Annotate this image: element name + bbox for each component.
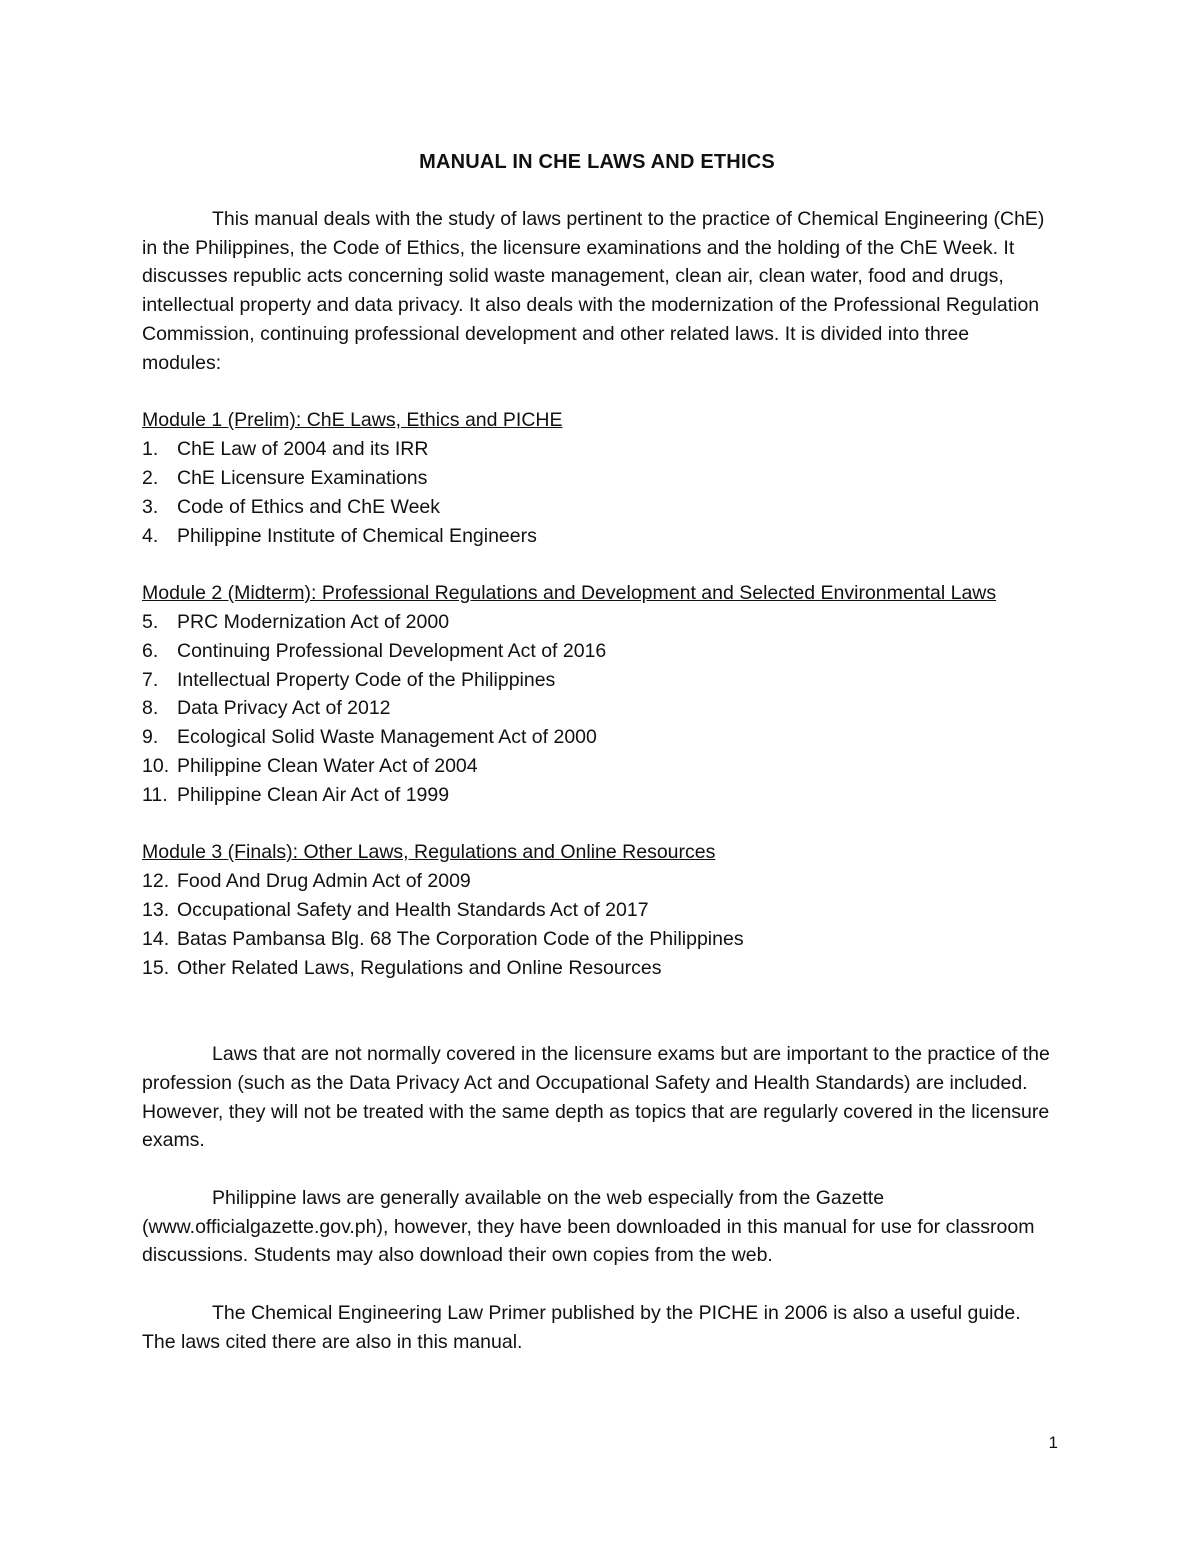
module-1-heading: Module 1 (Prelim): ChE Laws, Ethics and PICHE	[142, 409, 563, 432]
list-item	[142, 637, 1052, 666]
list-item-text: Philippine Clean Air Act of 1999	[177, 783, 450, 806]
list-item	[142, 522, 1052, 551]
list-item	[142, 464, 1052, 493]
intro-paragraph: This manual deals with the study of laws pertinent to the practice of Chemical Engineering (ChE) in the Philippines, the Code of Ethics, the licensure examinations and the holding of the ChE Week. It discusses republic acts concerning solid waste management, clean air, clean water, food and drugs, intellectual property and data privacy. It also deals with the modernization of the Professional Regulation Commission, continuing professional development and other related laws. It is divided into three modules:	[142, 207, 1045, 374]
list-item	[142, 608, 1052, 637]
list-item-text: Ecological Solid Waste Management Act of 2000	[177, 726, 597, 749]
document-title: MANUAL IN CHE LAWS AND ETHICS	[419, 151, 775, 173]
list-item-number: 11.	[142, 783, 168, 806]
list-item-number: 14.	[142, 927, 170, 950]
list-item-number: 5.	[142, 610, 159, 633]
spacer	[142, 378, 1052, 407]
list-item-text: Philippine Institute of Chemical Engineers	[177, 524, 537, 547]
module-2-heading: Module 2 (Midterm): Professional Regulations and Development and Selected Environmental Laws	[142, 582, 997, 605]
list-item-number: 13.	[142, 898, 170, 921]
list-item-number: 7.	[142, 668, 159, 691]
body-paragraph-2: Philippine laws are generally available on the web especially from the Gazette (www.officialgazette.gov.ph), however, they have been downloaded in this manual for use for classroom discussions. Students may also download their own copies from the web.	[142, 1186, 1035, 1267]
spacer	[142, 1270, 1052, 1299]
list-item-text: Occupational Safety and Health Standards Act of 2017	[177, 898, 649, 921]
module-3-section	[142, 838, 1052, 982]
list-item-text: Food And Drug Admin Act of 2009	[177, 870, 471, 893]
list-item-text: Code of Ethics and ChE Week	[177, 495, 441, 518]
list-item-number: 10.	[142, 754, 170, 777]
module-1-list	[142, 435, 1052, 550]
module-3-heading: Module 3 (Finals): Other Laws, Regulations and Online Resources	[142, 841, 716, 864]
document-body	[142, 148, 1052, 1357]
body-paragraph-3: The Chemical Engineering Law Primer published by the PICHE in 2006 is also a useful guide. The laws cited there are also in this manual.	[142, 1302, 1021, 1353]
list-item-text: ChE Law of 2004 and its IRR	[177, 438, 429, 461]
list-item-text: ChE Licensure Examinations	[177, 466, 428, 489]
list-item-number: 2.	[142, 466, 159, 489]
spacer	[142, 1155, 1052, 1184]
list-item-number: 12.	[142, 870, 170, 893]
list-item	[142, 867, 1052, 896]
list-item	[142, 925, 1052, 954]
spacer	[142, 810, 1052, 839]
list-item-number: 6.	[142, 639, 159, 662]
body-paragraph-1: Laws that are not normally covered in the licensure exams but are important to the practice of the profession (such as the Data Privacy Act and Occupational Safety and Health Standards) are included. However, they will not be treated with the same depth as topics that are regularly covered in the licensure exams.	[142, 1042, 1050, 1152]
list-item	[142, 435, 1052, 464]
list-item-number: 3.	[142, 495, 159, 518]
list-item-number: 15.	[142, 956, 170, 979]
list-item	[142, 954, 1052, 983]
module-2-section	[142, 579, 1052, 809]
spacer	[142, 550, 1052, 579]
list-item-text: PRC Modernization Act of 2000	[177, 610, 450, 633]
module-2-list	[142, 608, 1052, 810]
list-item	[142, 896, 1052, 925]
list-item	[142, 666, 1052, 695]
module-1-section	[142, 406, 1052, 550]
list-item-text: Batas Pambansa Blg. 68 The Corporation Code of the Philippines	[177, 927, 744, 950]
list-item-number: 9.	[142, 726, 159, 749]
module-3-list	[142, 867, 1052, 982]
list-item	[142, 723, 1052, 752]
list-item-text: Continuing Professional Development Act of 2016	[177, 639, 607, 662]
page-number: 1	[1048, 1433, 1058, 1452]
list-item	[142, 781, 1052, 810]
list-item-text: Other Related Laws, Regulations and Online Resources	[177, 956, 662, 979]
list-item-text: Intellectual Property Code of the Philippines	[177, 668, 556, 691]
list-item-text: Data Privacy Act of 2012	[177, 697, 391, 720]
list-item-number: 4.	[142, 524, 159, 547]
list-item-number: 8.	[142, 697, 159, 720]
list-item-number: 1.	[142, 438, 159, 461]
list-item	[142, 752, 1052, 781]
list-item-text: Philippine Clean Water Act of 2004	[177, 754, 478, 777]
list-item	[142, 493, 1052, 522]
list-item	[142, 694, 1052, 723]
spacer	[142, 982, 1052, 1040]
